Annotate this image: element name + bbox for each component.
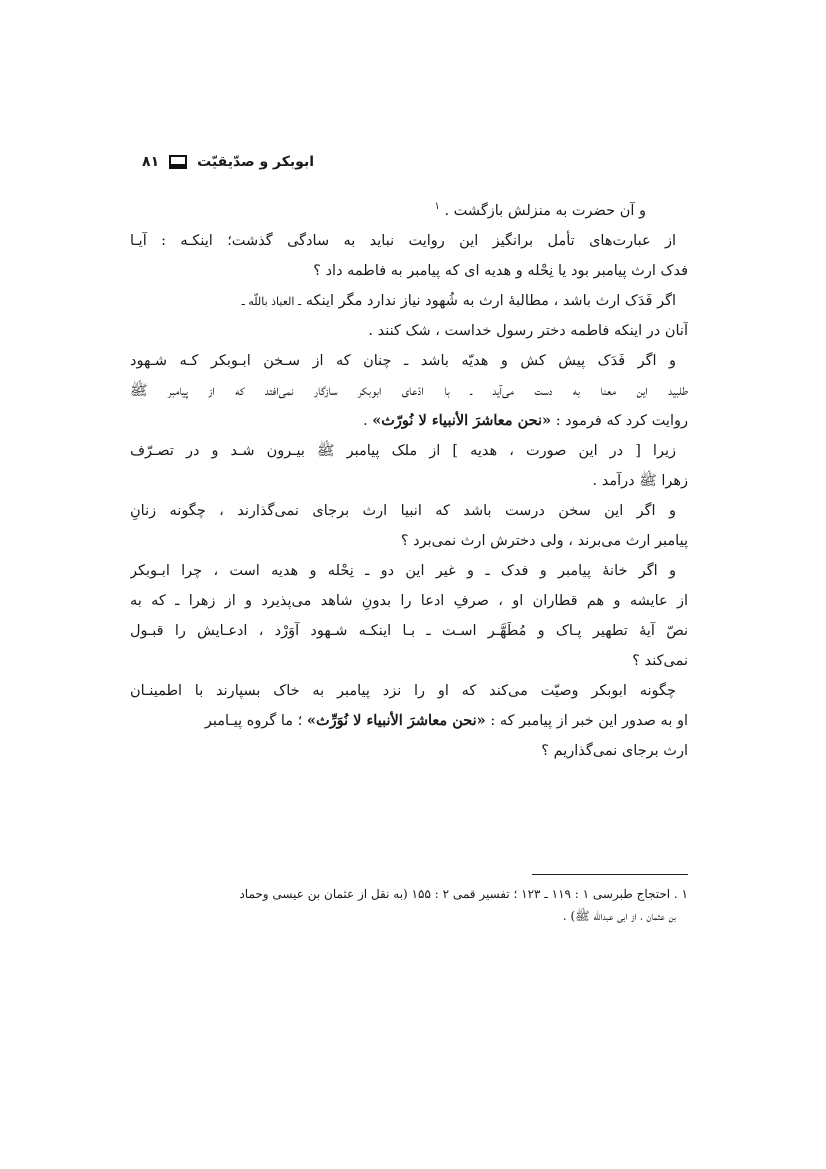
text-line: از عبارت‌های تأمل برانگیز این روایت نباید به سادگی گذشت؛ اینکـه : آیـا [130, 233, 676, 249]
text-line: روایت کرد که فرمود : «نحن معاشرَ الأنبیاء لا نُورّث» . [363, 412, 688, 429]
text-line: و اگر این سخن درست باشد که انبیا ارث برجای نمی‌گذارند ، چگونه زنانِ [130, 503, 676, 519]
text-line: و اگر خانهٔ پیامبر و فدک ـ و غیر این دو ـ نِحْله و هدیه است ، چرا ابـوبکر [130, 563, 676, 579]
text-line: زهرا ﷺ درآمد . [592, 473, 688, 489]
text-line: نمی‌کند ؟ [632, 653, 688, 669]
footnote-marker: ۱ [434, 201, 440, 212]
text-line: ارث برجای نمی‌گذاریم ؟ [541, 743, 688, 759]
text-line: از عایشه و هم قطاران او ، صرفِ ادعا را بدونِ شاهد می‌پذیرد و از زهرا ـ که به [130, 593, 688, 609]
header-title: ابوبکر و صدّیقیّت [197, 154, 314, 170]
text-line: و آن حضرت به منزلش بازگشت . $^۱$ [434, 201, 646, 219]
text-line: چگونه ابوبکر وصیّت می‌کند که او را نزد پیامبر به خاک بسپارند با اطمینـان [130, 683, 676, 699]
book-icon [169, 155, 187, 169]
text-line: طلبید این معنا به دست می‌آید ـ با ادّعای ابوبکر سازگار نمی‌افتد که از پیامبر ﷺ [130, 383, 688, 399]
hadith-quote: «نحن معاشرَ الأنبیاء لا نُورّث» [372, 412, 552, 429]
footnotes [128, 883, 688, 927]
footnote-line: ۱ . احتجاج طبرسی ۱ : ۱۱۹ ـ ۱۲۳ ؛ تفسیر قمی ۲ : ۱۵۵ (به نقل از عثمان بن عیسی وحماد [239, 887, 688, 901]
text-line: نصّ آیهٔ تطهیر پـاک و مُطَهَّـر اسـت ـ بـا اینکـه شـهود آوَرْد ، ادعـایش را قبـول [130, 623, 688, 639]
text-line: او به صدور این خبر از پیامبر که : «نحن معاشرَ الأنبیاء لا نُوَرِّث» ؛ ما گروه پیـامبر [204, 712, 688, 729]
text-line: زیرا [ در این صورت ، هدیه ] از ملک پیامبر ﷺ بیـرون شـد و در تصـرّف [130, 443, 676, 459]
text-line: فدک ارث پیامبر بود یا نِحْله و هدیه ای که پیامبر به فاطمه داد ؟ [313, 263, 688, 279]
text-line: پیامبر ارث می‌برند ، ولی دخترش ارث نمی‌برد ؟ [400, 533, 688, 549]
main-text [130, 196, 688, 766]
text-line: آنان در اینکه فاطمه دختر رسول خداست ، شک کنند . [368, 323, 688, 339]
hadith-quote: «نحن معاشرَ الأنبیاء لا نُوَرِّث» [306, 712, 486, 729]
footnote-divider [532, 874, 688, 875]
page-number: ۸۱ [142, 154, 160, 170]
text-line: و اگر فَدَک پیش کش و هدیّه باشد ـ چنان که از سـخن ابـوبکر کـه شـهود [130, 353, 676, 369]
text-line: اگر فَدَک ارث باشد ، مطالبهٔ ارث به شُهود نیاز ندارد مگر اینکه ـ العیاذ باللّه ـ [241, 293, 676, 309]
footnote-line: بن عثمان ، از ابی عبدالله ﷺ) . [562, 909, 676, 923]
running-header [114, 149, 314, 175]
inline-aside: ـ العیاذ باللّه ـ [241, 295, 302, 308]
